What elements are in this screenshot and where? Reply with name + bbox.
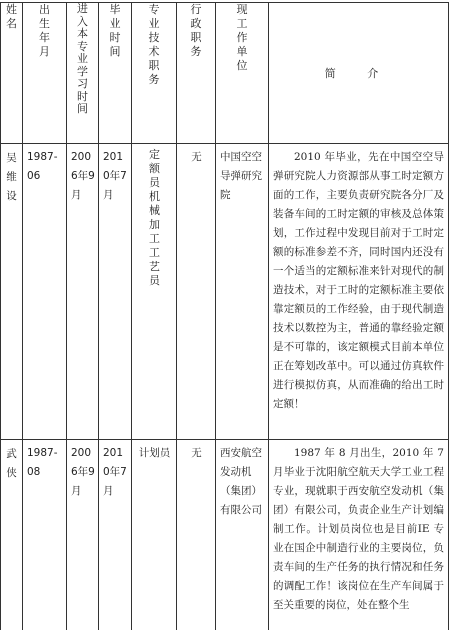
header-name: 姓名 [1, 3, 23, 144]
header-unit: 现工作单位 [216, 3, 269, 144]
header-entry: 进入本专业学习时间 [67, 3, 99, 144]
birth-date: 1987-08 [23, 440, 67, 630]
header-grad: 毕业时间 [99, 3, 132, 144]
graduation-date: 2010年7月 [99, 144, 132, 440]
entry-date: 2006年9月 [67, 144, 99, 440]
entry-date: 2006年9月 [67, 440, 99, 630]
work-unit: 西安航空发动机（集团）有限公司 [216, 440, 269, 630]
admin-title: 无 [177, 144, 216, 440]
header-row [1, 3, 449, 144]
header-admin: 行政职务 [177, 3, 216, 144]
graduation-date: 2010年7月 [99, 440, 132, 630]
table-row [1, 440, 449, 630]
work-unit: 中国空空导弹研究院 [216, 144, 269, 440]
table-row [1, 144, 449, 440]
person-name: 吴维设 [1, 144, 23, 440]
profile-table [0, 2, 449, 630]
person-intro: 2010 年毕业，先在中国空空导弹研究院人力资源部从事工时定额方面的工作，主要负责研究院各分厂及装备车间的工时定额的审核及总体策划，工作过程中发现目前对于工时定额的标准参差不齐，同时国内还没有一个适当的定额标准来针对现代的制造技术，对于工时的定额标准主要依靠定额员的工作经验，由于现代制造技术以数控为主，普通的靠经验定额是不可靠的，该定额模式目前本单位正在筹划改革中。可以通过仿真软件进行模拟仿真，从而准确的给出工时定额！ [269, 144, 449, 440]
person-intro: 1987 年 8 月出生，2010 年 7 月毕业于沈阳航空航天大学工业工程专业，现就职于西安航空发动机（集团）有限公司，负责企业生产计划编制工作。计划员岗位也是目前IE 专业在国企中制造行业的主要岗位，负责车间的生产任务的执行情况和任务的调配工作！该岗位在生产车间属于至关重要的岗位，处在整个生 [269, 440, 449, 630]
admin-title: 无 [177, 440, 216, 630]
header-birth: 出生年月 [23, 3, 67, 144]
person-name: 武侠 [1, 440, 23, 630]
header-intro: 简 介 [269, 3, 449, 144]
technical-title: 定额员机械加工工艺员 [132, 144, 177, 440]
technical-title: 计划员 [132, 440, 177, 630]
header-title: 专业技术职务 [132, 3, 177, 144]
birth-date: 1987-06 [23, 144, 67, 440]
